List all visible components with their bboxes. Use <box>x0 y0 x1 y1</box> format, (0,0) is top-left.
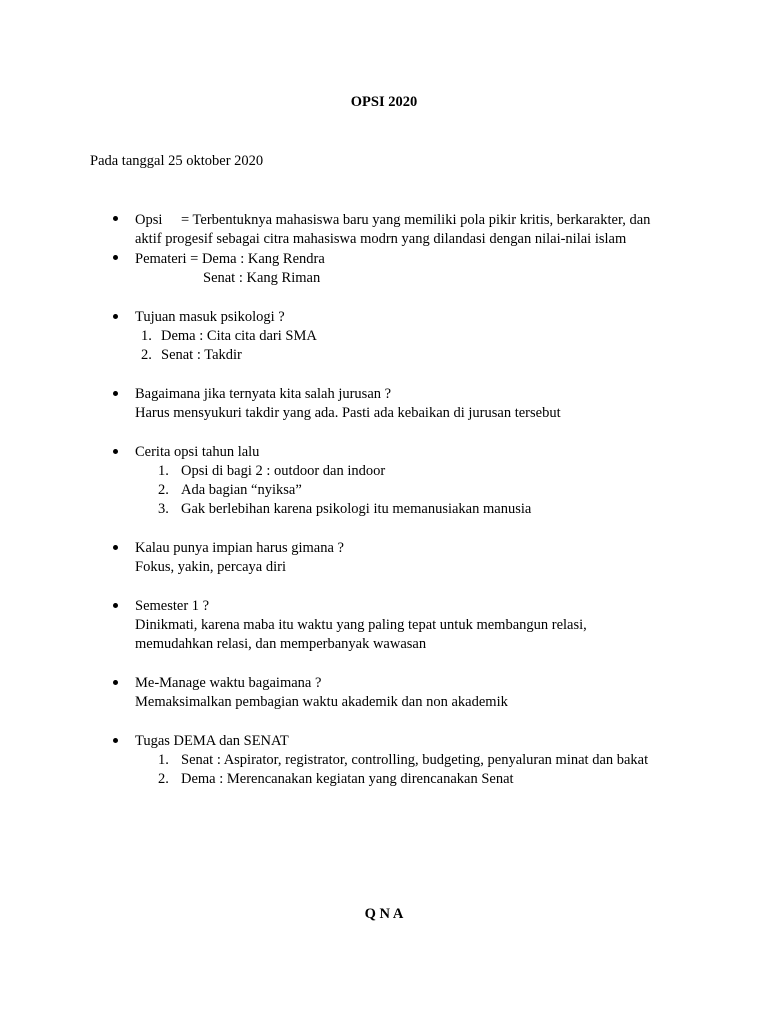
manage-question: Me-Manage waktu bagaimana ? <box>135 675 322 691</box>
bullet-icon <box>113 680 118 685</box>
opsi-definition-line2: aktif progesif sebagai citra mahasiswa modrn yang dilandasi dengan nilai-nilai islam <box>135 231 627 247</box>
bullet-icon <box>113 738 118 743</box>
salah-jurusan-answer: Harus mensyukuri takdir yang ada. Pasti ada kebaikan di jurusan tersebut <box>135 405 561 421</box>
qna-heading: Q N A <box>364 906 404 922</box>
cerita-item-text: Gak berlebihan karena psikologi itu memanusiakan manusia <box>181 501 532 517</box>
tugas-item-text: Dema : Merencanakan kegiatan yang direncanakan Senat <box>181 771 514 787</box>
bullet-icon <box>113 314 118 319</box>
cerita-item-number: 2. <box>158 482 169 498</box>
cerita-item-number: 1. <box>158 463 169 479</box>
bullet-icon <box>113 391 118 396</box>
bullet-icon <box>113 603 118 608</box>
cerita-item-text: Ada bagian “nyiksa” <box>181 482 302 498</box>
semester-answer-line1: Dinikmati, karena maba itu waktu yang paling tepat untuk membangun relasi, <box>135 617 587 633</box>
tugas-item-number: 2. <box>158 771 169 787</box>
pemateri-line2: Senat : Kang Riman <box>203 270 321 286</box>
semester-answer-line2: memudahkan relasi, dan memperbanyak wawasan <box>135 636 427 652</box>
bullet-icon <box>113 216 118 221</box>
impian-question: Kalau punya impian harus gimana ? <box>135 540 344 556</box>
cerita-item-number: 3. <box>158 501 169 517</box>
tugas-question: Tugas DEMA dan SENAT <box>135 733 289 749</box>
bullet-icon <box>113 545 118 550</box>
impian-answer: Fokus, yakin, percaya diri <box>135 559 287 575</box>
document-title: OPSI 2020 <box>350 94 418 110</box>
date-line: Pada tanggal 25 oktober 2020 <box>90 153 264 169</box>
cerita-item-text: Opsi di bagi 2 : outdoor dan indoor <box>181 463 386 479</box>
salah-jurusan-question: Bagaimana jika ternyata kita salah jurusan ? <box>135 386 392 402</box>
bullet-icon <box>113 255 118 260</box>
tujuan-item-text: Dema : Cita cita dari SMA <box>161 328 317 344</box>
opsi-definition-line1: = Terbentuknya mahasiswa baru yang memiliki pola pikir kritis, berkarakter, dan <box>181 212 651 228</box>
tugas-item-text: Senat : Aspirator, registrator, controlling, budgeting, penyaluran minat dan bakat <box>181 752 649 768</box>
pemateri-line1: Pemateri = Dema : Kang Rendra <box>135 251 325 267</box>
manage-answer: Memaksimalkan pembagian waktu akademik dan non akademik <box>135 694 508 710</box>
tujuan-question: Tujuan masuk psikologi ? <box>135 309 285 325</box>
semester-question: Semester 1 ? <box>135 598 210 614</box>
tujuan-item-number: 2. <box>141 347 152 363</box>
tujuan-item-number: 1. <box>141 328 152 344</box>
tujuan-item-text: Senat : Takdir <box>161 347 242 363</box>
bullet-icon <box>113 449 118 454</box>
opsi-label: Opsi <box>135 212 163 228</box>
tugas-item-number: 1. <box>158 752 169 768</box>
cerita-question: Cerita opsi tahun lalu <box>135 444 260 460</box>
